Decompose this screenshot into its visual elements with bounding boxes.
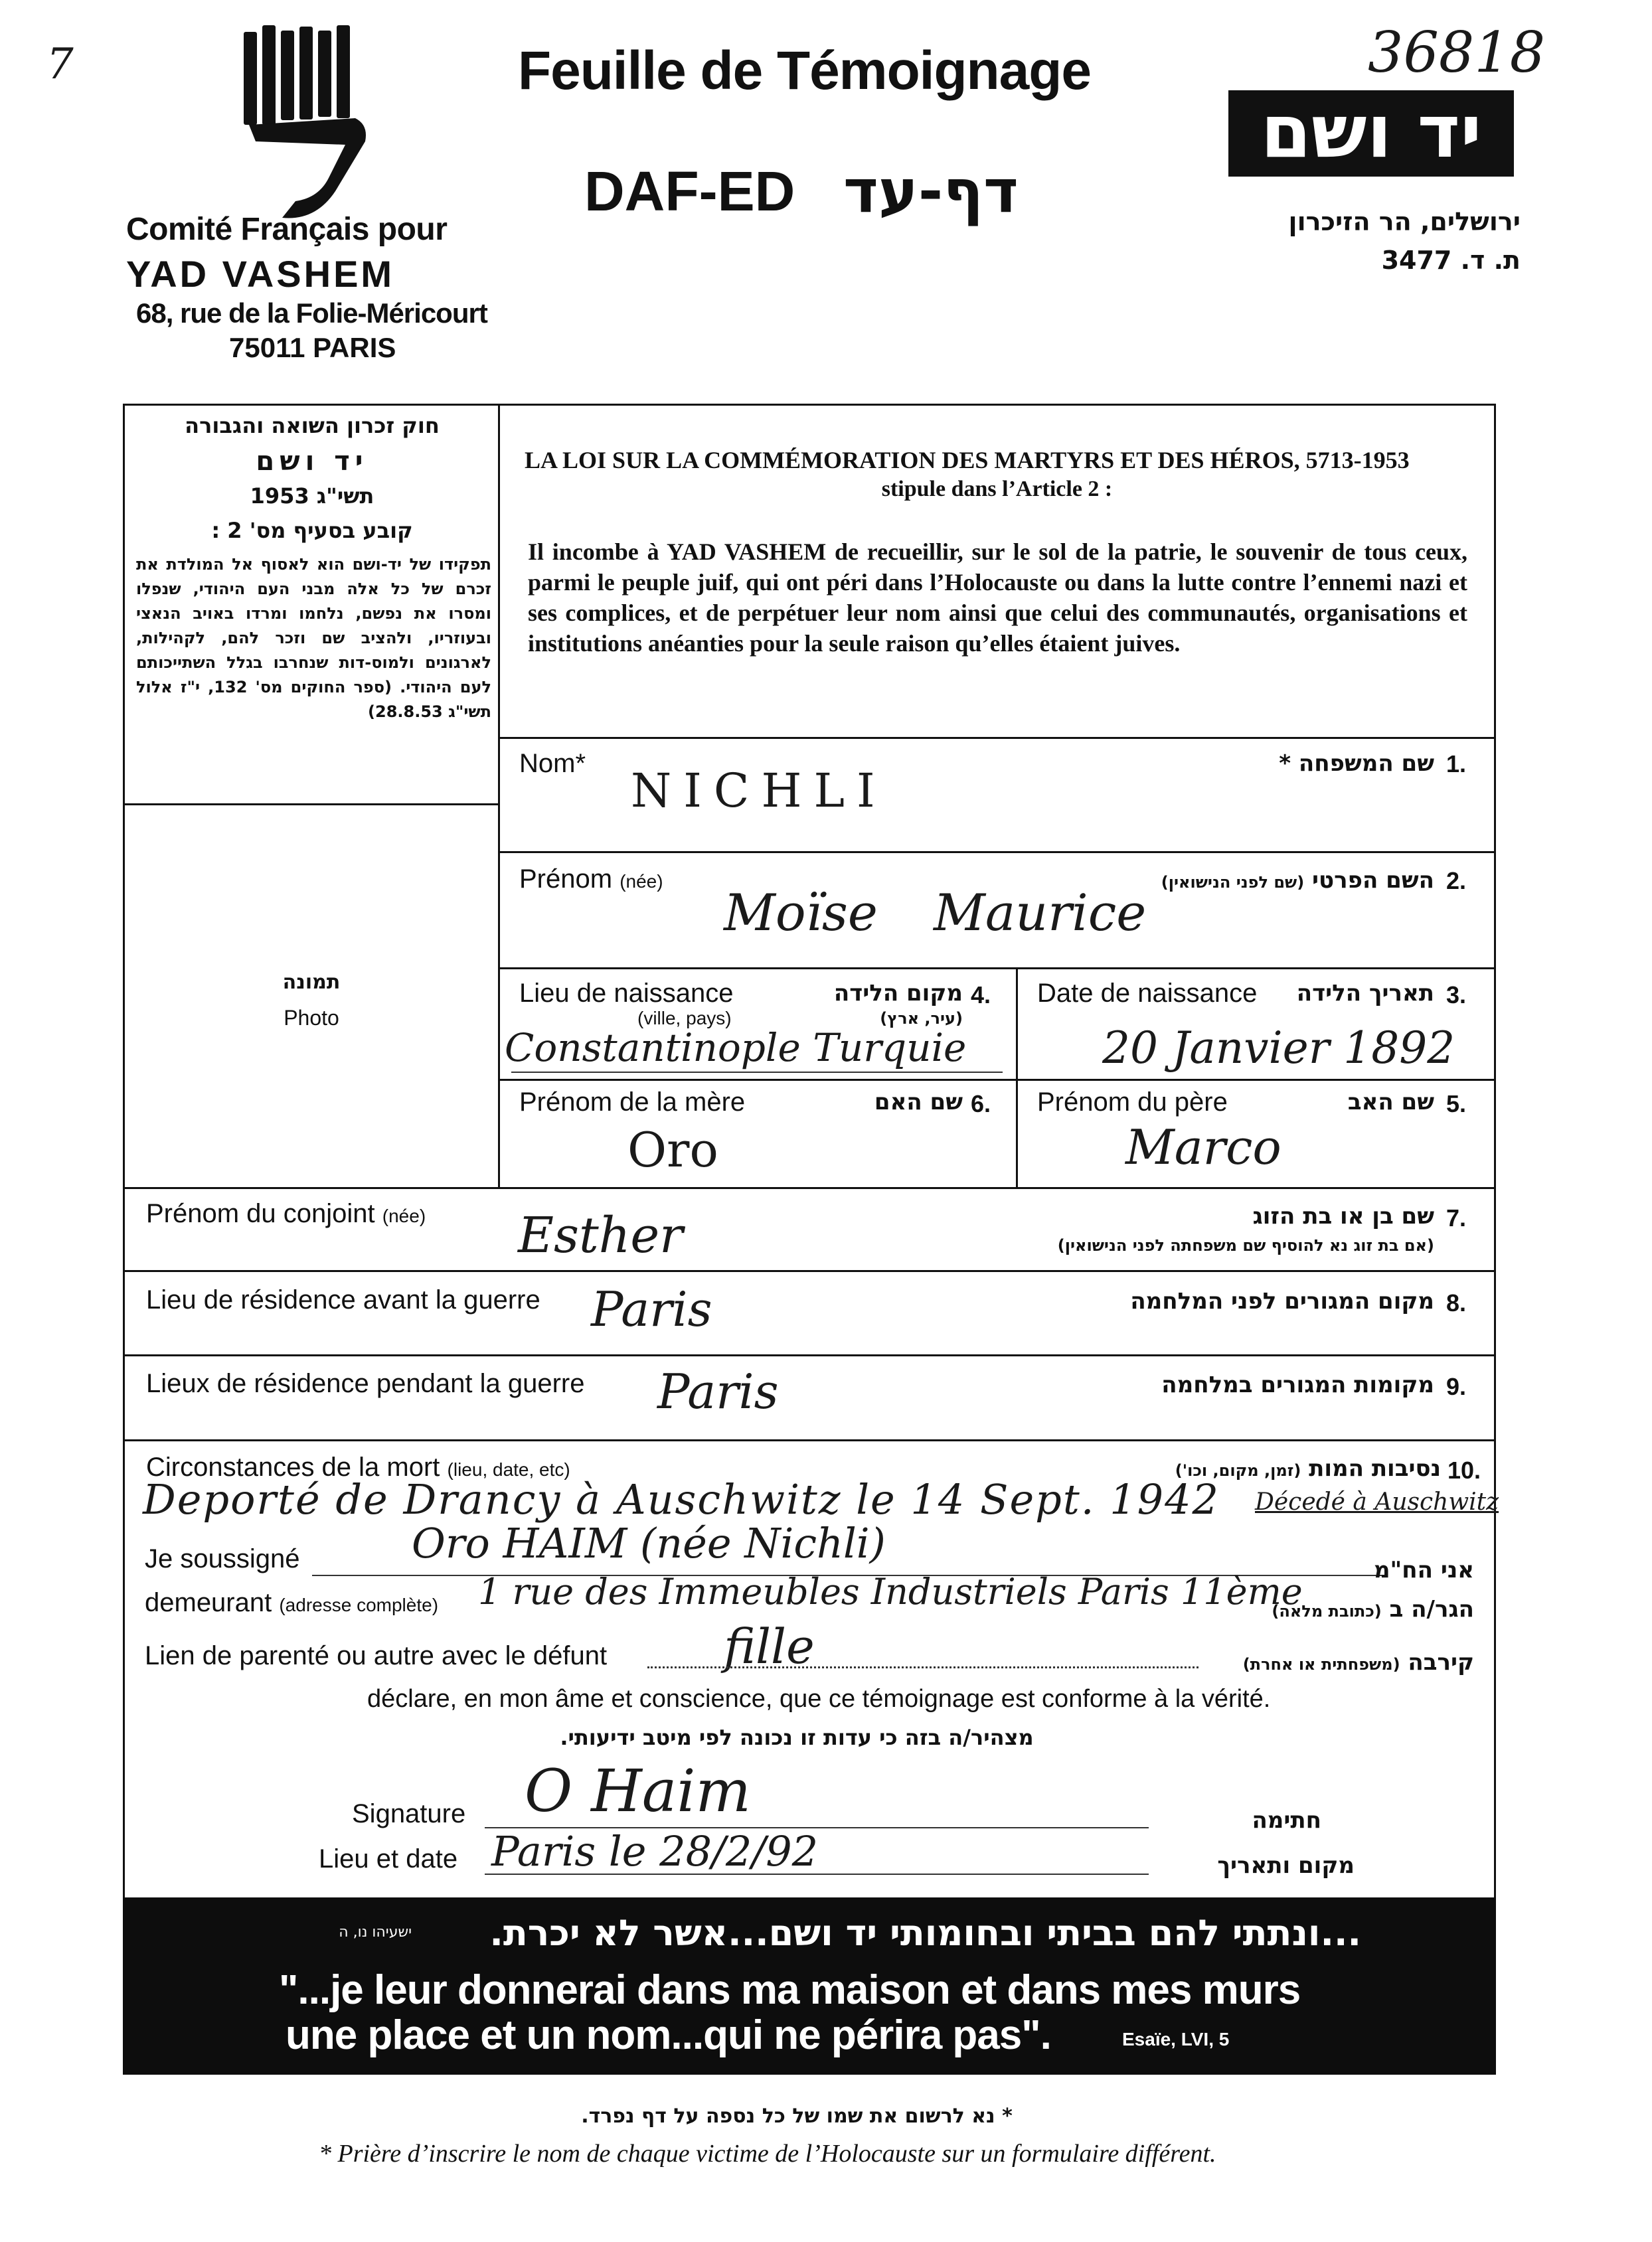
prenom-mere-label-hebrew: שם האם [874, 1089, 963, 1115]
row10-top [123, 1439, 1496, 1441]
footer-french: * Prière d’inscrire le nom de chaque victime de l’Holocauste sur un formulaire différent. [319, 2140, 1216, 2168]
photo-label: Photo [284, 1006, 339, 1030]
lieu-naissance-number: 4. [971, 981, 991, 1008]
committee-name: Comité Français pour [126, 212, 448, 247]
prenom-pere-label-hebrew: שם האב [1347, 1089, 1434, 1115]
residence-pendant-label-hebrew: מקומות המגורים במלחמה [1161, 1372, 1434, 1398]
circonstances-value[interactable]: Deporté de Drancy à Auschwitz le 14 Sept. 1942 [143, 1475, 1220, 1524]
menorah-hand-logo-icon [236, 25, 382, 224]
demeurant-label-text: demeurant [145, 1588, 272, 1617]
prenom-value[interactable]: Moïse Maurice [724, 883, 1147, 942]
subtitle-latin: DAF-ED [584, 160, 795, 222]
banner-hebrew: ...ונתתי להם בביתי ובחומותי יד ושם...אשר לא יכרת. [489, 1912, 1361, 1954]
page-title: Feuille de Témoignage [518, 40, 1091, 101]
lien-value[interactable]: fille [724, 1619, 815, 1674]
subtitle-hebrew: דף-עד [843, 157, 1019, 226]
conjoint-label-hebrew: שם בן או בת הזוג [1252, 1203, 1434, 1230]
prenom-pere-label: Prénom du père [1037, 1087, 1228, 1117]
demeurant-label [145, 1588, 438, 1618]
lieu-naissance-value[interactable]: Constantinople Turquie [505, 1025, 967, 1070]
signature-label-hebrew: חתימה [1252, 1807, 1321, 1834]
residence-avant-number: 8. [1446, 1289, 1467, 1317]
prenom-mere-label: Prénom de la mère [519, 1087, 746, 1117]
row9-top [123, 1354, 1496, 1356]
circonstances-label-small: (lieu, date, etc) [447, 1459, 570, 1480]
date-naissance-label-hebrew: תאריך הלידה [1296, 980, 1434, 1006]
prenom-number: 2. [1446, 867, 1467, 894]
date-naissance-value[interactable]: 20 Janvier 1892 [1102, 1022, 1455, 1074]
residence-avant-label: Lieu de résidence avant la guerre [146, 1285, 540, 1315]
prenom-mere-number: 6. [971, 1090, 991, 1117]
committee-yad-vashem: YAD VASHEM [126, 253, 395, 295]
declaration-text: déclare, en mon âme et conscience, que ce témoignage est conforme à la vérité. [367, 1685, 1271, 1713]
law-divider [498, 404, 500, 1188]
birth-divider [1016, 967, 1018, 1188]
conjoint-label [146, 1199, 426, 1229]
circonstances-label-text: Circonstances de la mort [146, 1453, 440, 1482]
law-hebrew-body: תפקידו של יד-ושם הוא לאסוף אל המולדת את זכרם של כל אלה מבני העם היהודי, שנפלו ומסרו את נפשם, נלחמו ומרדו באויב הנאצי ובעוזריו, ולהציב שם וזכר להם, לקהילות, לארגונים ולמוס-דות שנחרבו בגלל השתייכותם לעם היהודי. (ספר החוקים מס' 132, י"ז אלול תשי"ג 28.8.53) [136, 555, 491, 721]
law-photo-divider [123, 803, 500, 805]
conjoint-label-small: (née) [382, 1206, 426, 1226]
lien-dotted-line [647, 1666, 1198, 1668]
demeurant-value[interactable]: 1 rue des Immeubles Industriels Paris 11ème [478, 1571, 1303, 1613]
residence-pendant-label: Lieux de résidence pendant la guerre [146, 1369, 585, 1398]
circonstances-note[interactable]: Décedé à Auschwitz [1255, 1488, 1499, 1516]
date-naissance-number: 3. [1446, 981, 1467, 1008]
law-hebrew-line4: קובע בסעיף מס' 2 : [211, 518, 413, 543]
residence-avant-value[interactable]: Paris [591, 1281, 712, 1337]
prenom-label-hebrew-text: השם הפרטי [1312, 867, 1434, 894]
signature-value[interactable]: O Haim [525, 1757, 751, 1825]
banner-french-line1: "...je leur donnerai dans ma maison et dans mes murs [279, 1967, 1301, 2013]
lieu-date-label: Lieu et date [319, 1844, 458, 1874]
date-naissance-label: Date de naissance [1037, 979, 1258, 1008]
prenom-label-small: (née) [620, 871, 663, 892]
soussigne-label-hebrew: אני הח"מ [1373, 1557, 1474, 1583]
law-french-body: Il incombe à YAD VASHEM de recueillir, sur le sol de la patrie, le souvenir de tous ceux, parmi le peuple juif, qui ont péri dans l’Holocauste ou dans la lutte contre l’ennemi nazi et ses complices, et de perpétuer leur nom ainsi que celui des communautés, organisations et institutions anéanties pour la seule raison qu’elles étaient juives. [528, 538, 1467, 657]
lieu-naissance-underline [511, 1072, 1003, 1073]
lieu-naissance-label-hebrew-small: (עיר, ארץ) [880, 1009, 963, 1028]
row5-top [498, 1079, 1496, 1081]
hebrew-address-line2: ת. ד. 3477 [1381, 246, 1521, 275]
demeurant-label-hebrew [1242, 1596, 1474, 1623]
law-hebrew-line3: תשי"ג 1953 [250, 483, 374, 509]
prenom-label-hebrew-small: (שם לפני הנישואין) [1161, 873, 1305, 892]
nom-number: 1. [1446, 750, 1467, 777]
demeurant-label-hebrew-small: (כתובת מלאה) [1272, 1602, 1382, 1621]
lieu-naissance-label: Lieu de naissance [519, 979, 734, 1008]
photo-label-hebrew: תמונה [282, 971, 341, 994]
lieu-date-underline [485, 1874, 1149, 1875]
residence-pendant-number: 9. [1446, 1373, 1467, 1400]
corner-mark: 7 [46, 40, 74, 89]
nom-label-hebrew: שם המשפחה * [1279, 750, 1434, 777]
circonstances-label-hebrew-text: נסיבות המות [1309, 1455, 1441, 1482]
banner-reference: Esaïe, LVI, 5 [1122, 2029, 1230, 2049]
row8-top [123, 1270, 1496, 1272]
nom-value[interactable]: NICHLI [631, 763, 887, 818]
lien-label-hebrew [1195, 1649, 1474, 1676]
lien-label: Lien de parenté ou autre avec le défunt [145, 1641, 608, 1670]
conjoint-number: 7. [1446, 1204, 1467, 1232]
banner-hebrew-ref: ישעיהו נו, ה [339, 1924, 412, 1941]
soussigne-label: Je soussigné [145, 1544, 300, 1573]
demeurant-label-hebrew-text: הגר/ה ב [1389, 1596, 1474, 1623]
prenom-mere-value[interactable]: Oro [627, 1122, 718, 1178]
law-hebrew-line2: יד ושם [256, 446, 369, 477]
demeurant-label-small: (adresse complète) [279, 1595, 439, 1615]
signature-label: Signature [352, 1799, 466, 1828]
lieu-naissance-label-small: (ville, pays) [637, 1008, 732, 1028]
residence-avant-label-hebrew: מקום המגורים לפני המלחמה [1130, 1288, 1434, 1315]
declaration-hebrew: מצהיר/ה בזה כי עדות זו נכונה לפי מיטב ידיעותי. [560, 1725, 1034, 1750]
lien-label-hebrew-small: (משפחתית או אחרת) [1242, 1655, 1400, 1674]
hebrew-address-line1: ירושלים, הר הזיכרון [1288, 207, 1521, 236]
law-french-title: LA LOI SUR LA COMMÉMORATION DES MARTYRS ET DES HÉROS, 5713-1953 [525, 447, 1410, 473]
lieu-date-label-hebrew: מקום ותאריך [1217, 1852, 1355, 1879]
prenom-label-text: Prénom [519, 864, 613, 894]
committee-address-line2: 75011 PARIS [229, 332, 396, 363]
residence-pendant-value[interactable]: Paris [657, 1364, 779, 1419]
lieu-date-value[interactable]: Paris le 28/2/92 [491, 1827, 819, 1876]
footer-hebrew: * נא לרשום את שמו של כל נספה על דף נפרד. [581, 2105, 1013, 2128]
yad-vashem-logo-text: יד ושם [1260, 89, 1482, 174]
circonstances-number: 10. [1447, 1457, 1481, 1484]
row1-top [498, 737, 1496, 739]
circonstances-label-hebrew-small: (זמן, מקום, וכו') [1175, 1461, 1301, 1480]
conjoint-label-hebrew-small: (אם בת זוג נא להוסיף שם משפחתה לפני הנישואין) [1057, 1236, 1434, 1255]
prenom-pere-number: 5. [1446, 1090, 1467, 1117]
lien-label-hebrew-text: קירבה [1408, 1649, 1474, 1676]
prenom-label [519, 864, 663, 894]
lieu-naissance-label-hebrew: מקום הלידה [833, 980, 963, 1006]
archive-number: 36818 [1368, 20, 1546, 85]
prenom-pere-value[interactable]: Marco [1125, 1119, 1281, 1175]
row2-top [498, 851, 1496, 853]
law-french-subtitle: stipule dans l’Article 2 : [881, 477, 1113, 501]
row7-top [123, 1187, 1496, 1189]
soussigne-value[interactable]: Oro HAIM (née Nichli) [412, 1519, 886, 1567]
conjoint-value[interactable]: Esther [518, 1207, 683, 1264]
committee-address-line1: 68, rue de la Folie-Méricourt [136, 297, 487, 329]
nom-label: Nom* [519, 749, 586, 778]
law-hebrew-line1: חוק זכרון השואה והגבורה [185, 413, 440, 438]
row3-top [498, 967, 1496, 969]
conjoint-label-text: Prénom du conjoint [146, 1199, 375, 1228]
banner-french-line2: une place et un nom...qui ne périra pas". [286, 2012, 1051, 2058]
